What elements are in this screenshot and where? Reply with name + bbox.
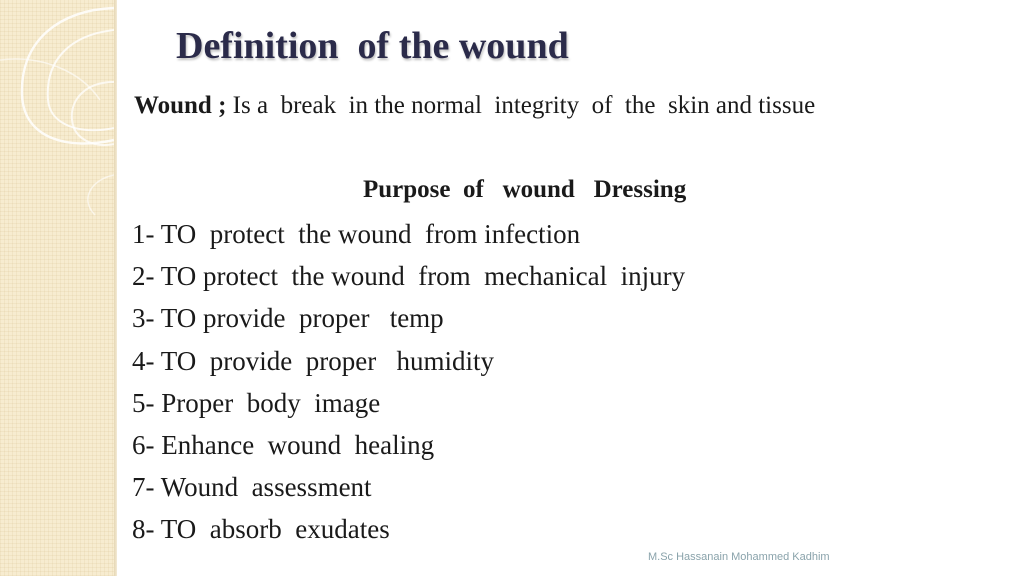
definition-term: Wound ; [134, 92, 227, 119]
decorative-sidebar [0, 0, 114, 576]
list-item: 6- Enhance wound healing [132, 429, 435, 460]
slide-title: Definition of the wound [176, 25, 569, 67]
list-item: 3- TO provide proper temp [132, 303, 444, 334]
list-item: 1- TO protect the wound from infection [132, 219, 581, 249]
list-item: 7- Wound assessment [132, 472, 372, 503]
list-item: 5- Proper body image [132, 387, 381, 418]
sidebar-divider [114, 0, 117, 576]
list-item: 2- TO protect the wound from mechanical injury [132, 261, 686, 292]
purpose-list [132, 217, 685, 555]
definition-text: Is a break in the normal integrity of the skin and tissue [226, 92, 816, 119]
author-footer: M.Sc Hassanain Mohammed Kadhim [648, 551, 830, 563]
list-item: 4- TO provide proper humidity [132, 345, 494, 376]
list-item: 8- TO absorb exudates [132, 514, 390, 545]
wound-definition [134, 92, 815, 120]
purpose-heading: Purpose of wound Dressing [363, 176, 687, 203]
swirl-decoration-icon [0, 0, 114, 576]
